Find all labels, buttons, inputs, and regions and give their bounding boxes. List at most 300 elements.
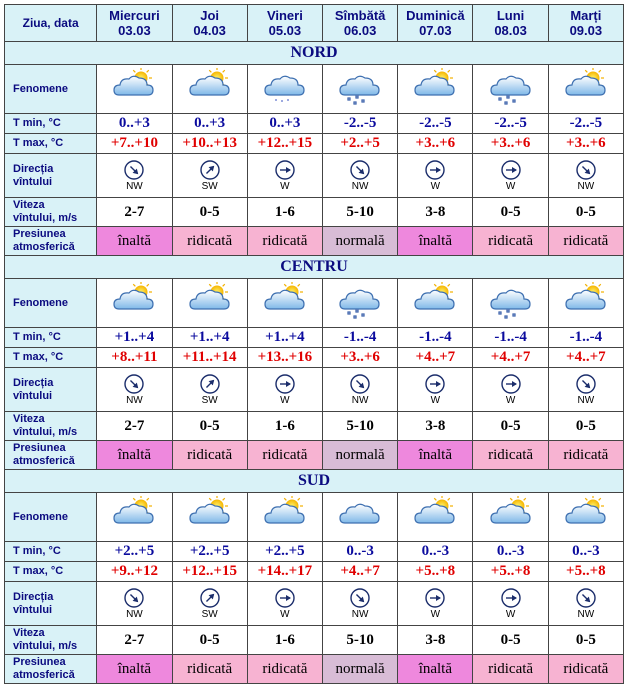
wind-speed-value: 2-7 xyxy=(97,412,172,441)
wind-speed-label-text: Viteza xyxy=(13,413,45,425)
region-header-row xyxy=(5,42,624,65)
wind-direction xyxy=(173,374,247,406)
wind-direction-row xyxy=(5,582,624,626)
wind-direction xyxy=(97,588,171,620)
snow-cloud-icon xyxy=(488,282,534,320)
pressure-value: ridicată xyxy=(247,227,322,256)
weather-cell xyxy=(247,493,322,542)
partly-cloudy-icon xyxy=(412,68,458,106)
tmin-value: -1..-4 xyxy=(398,328,473,348)
wind-direction xyxy=(248,374,322,406)
wind-direction-icon xyxy=(425,160,445,180)
wind-direction-icon xyxy=(576,588,596,608)
wind-speed-label-text-2: vîntului, m/s xyxy=(13,426,78,438)
wind-direction-label-text-2: vîntului xyxy=(13,175,53,188)
wind-speed-value: 0-5 xyxy=(172,198,247,227)
wind-speed-value: 3-8 xyxy=(398,412,473,441)
pressure-label-text-2: atmosferică xyxy=(13,455,75,467)
wind-direction-text: SW xyxy=(201,608,218,620)
wind-direction-cell xyxy=(473,154,548,198)
day-date: 08.03 xyxy=(494,23,527,38)
wind-speed-label-text-2: vîntului, m/s xyxy=(13,212,78,224)
header-row xyxy=(5,5,624,42)
pressure-value: înaltă xyxy=(398,227,473,256)
pressure-value: înaltă xyxy=(398,441,473,470)
tmax-value: +8..+11 xyxy=(97,348,172,368)
day-name: Duminică xyxy=(406,8,465,23)
tmax-label-text: T max, °C xyxy=(13,137,64,149)
pressure-row xyxy=(5,441,624,470)
tmin-value: -2..-5 xyxy=(548,114,623,134)
tmax-value: +5..+8 xyxy=(473,562,548,582)
day-header-1 xyxy=(172,5,247,42)
day-header-4 xyxy=(398,5,473,42)
pressure-value: normală xyxy=(323,441,398,470)
wind-direction-label-text-2: vîntului xyxy=(13,389,53,402)
tmin-value: -1..-4 xyxy=(473,328,548,348)
tmax-value: +4..+7 xyxy=(398,348,473,368)
wind-direction-icon xyxy=(425,588,445,608)
wind-direction xyxy=(398,588,472,620)
wind-direction-icon xyxy=(350,588,370,608)
weather-cell xyxy=(398,65,473,114)
partly-cloudy-icon xyxy=(187,68,233,106)
pressure-value: ridicată xyxy=(548,655,623,684)
tmax-label xyxy=(5,134,97,154)
weather-cell xyxy=(97,493,172,542)
cloudy-icon xyxy=(337,496,383,534)
weather-cell xyxy=(398,279,473,328)
wind-speed-value: 1-6 xyxy=(247,626,322,655)
wind-direction-text: W xyxy=(505,180,516,192)
fenomene-label xyxy=(5,493,97,542)
fenomene-label-text: Fenomene xyxy=(13,82,69,95)
tmax-value: +4..+7 xyxy=(548,348,623,368)
pressure-label-text: Presiunea xyxy=(13,442,66,454)
rain-cloud-icon xyxy=(262,68,308,106)
fenomene-row xyxy=(5,65,624,114)
day-name: Vineri xyxy=(266,8,303,23)
pressure-label-text: Presiunea xyxy=(13,228,66,240)
wind-speed-value: 0-5 xyxy=(548,198,623,227)
pressure-value: înaltă xyxy=(97,441,172,470)
wind-direction-text: W xyxy=(505,394,516,406)
wind-direction-cell xyxy=(97,368,172,412)
tmax-value: +5..+8 xyxy=(398,562,473,582)
day-date: 03.03 xyxy=(118,23,151,38)
tmin-value: +1..+4 xyxy=(172,328,247,348)
wind-speed-label xyxy=(5,198,97,227)
tmax-label-text: T max, °C xyxy=(13,565,64,577)
wind-speed-label-text: Viteza xyxy=(13,627,45,639)
tmax-row xyxy=(5,562,624,582)
wind-direction-label xyxy=(5,368,97,412)
wind-direction-cell xyxy=(97,154,172,198)
day-date: 09.03 xyxy=(569,23,603,38)
wind-direction-icon xyxy=(275,374,295,394)
tmin-label-text: T min, °C xyxy=(13,117,61,129)
wind-direction-text: NW xyxy=(126,394,143,406)
tmax-value: +3..+6 xyxy=(548,134,623,154)
pressure-value: ridicată xyxy=(548,441,623,470)
wind-direction-label-text: Direcția xyxy=(13,590,54,603)
tmin-value: 0..+3 xyxy=(247,114,322,134)
wind-speed-value: 3-8 xyxy=(398,626,473,655)
tmin-value: +1..+4 xyxy=(97,328,172,348)
wind-direction-icon xyxy=(275,588,295,608)
wind-direction xyxy=(473,374,547,406)
wind-direction-cell xyxy=(398,368,473,412)
tmin-value: -1..-4 xyxy=(548,328,623,348)
wind-direction-cell xyxy=(473,368,548,412)
partly-cloudy-icon xyxy=(187,282,233,320)
weather-cell xyxy=(172,65,247,114)
tmax-value: +12..+15 xyxy=(247,134,322,154)
tmin-label xyxy=(5,328,97,348)
wind-direction-text: NW xyxy=(351,608,369,620)
wind-direction-text: W xyxy=(430,608,441,620)
tmax-value: +4..+7 xyxy=(473,348,548,368)
weather-cell xyxy=(323,493,398,542)
pressure-label xyxy=(5,227,97,256)
day-name: Miercuri xyxy=(109,8,160,23)
weather-cell xyxy=(172,493,247,542)
wind-direction xyxy=(398,374,472,406)
partly-cloudy-icon xyxy=(563,496,609,534)
region-header-row xyxy=(5,256,624,279)
tmax-value: +10..+13 xyxy=(172,134,247,154)
weather-cell xyxy=(473,279,548,328)
day-header-3 xyxy=(323,5,398,42)
tmax-label-text: T max, °C xyxy=(13,351,64,363)
tmax-value: +5..+8 xyxy=(548,562,623,582)
fenomene-row xyxy=(5,493,624,542)
pressure-value: ridicată xyxy=(473,227,548,256)
partly-cloudy-icon xyxy=(262,282,308,320)
day-header-5 xyxy=(473,5,548,42)
wind-speed-value: 1-6 xyxy=(247,198,322,227)
partly-cloudy-icon xyxy=(563,68,609,106)
wind-direction-icon xyxy=(350,160,370,180)
wind-direction-label-text-2: vîntului xyxy=(13,603,53,616)
tmax-value: +9..+12 xyxy=(97,562,172,582)
forecast-container xyxy=(4,4,624,684)
wind-direction-icon xyxy=(124,160,144,180)
weather-cell xyxy=(97,65,172,114)
pressure-value: ridicată xyxy=(473,441,548,470)
wind-direction-text: W xyxy=(430,180,441,192)
wind-direction-cell xyxy=(323,154,398,198)
weather-cell xyxy=(323,65,398,114)
wind-direction xyxy=(323,588,397,620)
pressure-value: înaltă xyxy=(97,227,172,256)
tmax-row xyxy=(5,134,624,154)
wind-direction-icon xyxy=(124,374,144,394)
wind-direction-text: W xyxy=(430,394,441,406)
partly-cloudy-icon xyxy=(111,496,157,534)
tmax-value: +3..+6 xyxy=(398,134,473,154)
wind-speed-value: 0-5 xyxy=(548,626,623,655)
region-title: CENTRU xyxy=(5,256,624,279)
wind-direction-text: NW xyxy=(577,608,595,620)
wind-direction xyxy=(473,160,547,192)
wind-direction-cell xyxy=(323,582,398,626)
wind-speed-value: 2-7 xyxy=(97,198,172,227)
wind-direction-text: NW xyxy=(351,180,369,192)
wind-direction xyxy=(248,160,322,192)
wind-direction xyxy=(173,160,247,192)
wind-direction-icon xyxy=(501,374,521,394)
weather-cell xyxy=(323,279,398,328)
wind-direction xyxy=(97,160,171,192)
wind-direction xyxy=(248,588,322,620)
pressure-value: normală xyxy=(323,227,398,256)
wind-direction-icon xyxy=(275,160,295,180)
pressure-row xyxy=(5,227,624,256)
wind-direction-cell xyxy=(398,154,473,198)
tmin-value: 0..-3 xyxy=(548,542,623,562)
tmax-value: +3..+6 xyxy=(323,348,398,368)
wind-direction-icon xyxy=(501,160,521,180)
wind-direction-label-text: Direcția xyxy=(13,162,54,175)
tmax-value: +4..+7 xyxy=(323,562,398,582)
partly-cloudy-icon xyxy=(262,496,308,534)
wind-speed-label-text: Viteza xyxy=(13,199,45,211)
wind-speed-value: 1-6 xyxy=(247,412,322,441)
tmin-value: 0..-3 xyxy=(398,542,473,562)
partly-cloudy-icon xyxy=(412,282,458,320)
weather-cell xyxy=(398,493,473,542)
day-date: 06.03 xyxy=(343,23,377,38)
wind-direction-cell xyxy=(548,368,623,412)
wind-direction-row xyxy=(5,368,624,412)
partly-cloudy-icon xyxy=(111,282,157,320)
header-first-cell: Ziua, data xyxy=(5,5,97,42)
fenomene-label-text: Fenomene xyxy=(13,510,69,523)
wind-direction-text: W xyxy=(280,608,290,620)
partly-cloudy-icon xyxy=(187,496,233,534)
wind-speed-value: 0-5 xyxy=(548,412,623,441)
partly-cloudy-icon xyxy=(111,68,157,106)
wind-speed-row xyxy=(5,412,624,441)
weather-cell xyxy=(473,65,548,114)
snow-cloud-icon xyxy=(337,68,383,106)
wind-direction-label xyxy=(5,582,97,626)
tmax-value: +13..+16 xyxy=(247,348,322,368)
weather-cell xyxy=(548,279,623,328)
tmin-value: -2..-5 xyxy=(398,114,473,134)
wind-direction-cell xyxy=(548,582,623,626)
day-name: Joi xyxy=(200,8,220,23)
wind-speed-value: 0-5 xyxy=(172,412,247,441)
pressure-label-text-2: atmosferică xyxy=(13,241,75,253)
wind-speed-value: 0-5 xyxy=(473,626,548,655)
wind-direction xyxy=(323,374,397,406)
region-header-row xyxy=(5,470,624,493)
wind-direction-text: W xyxy=(280,180,290,192)
wind-direction-cell xyxy=(247,368,322,412)
wind-direction-cell xyxy=(247,582,322,626)
tmin-label xyxy=(5,542,97,562)
wind-direction-cell xyxy=(172,368,247,412)
tmax-value: +3..+6 xyxy=(473,134,548,154)
wind-direction-cell xyxy=(247,154,322,198)
tmax-value: +7..+10 xyxy=(97,134,172,154)
forecast-table-body xyxy=(5,5,624,684)
wind-direction-text: W xyxy=(280,394,290,406)
wind-direction xyxy=(549,374,623,406)
partly-cloudy-icon xyxy=(563,282,609,320)
tmin-row xyxy=(5,542,624,562)
wind-direction xyxy=(97,374,171,406)
wind-speed-row xyxy=(5,198,624,227)
pressure-value: ridicată xyxy=(172,655,247,684)
day-header-6 xyxy=(548,5,623,42)
fenomene-label xyxy=(5,65,97,114)
wind-direction-icon xyxy=(576,374,596,394)
tmin-row xyxy=(5,114,624,134)
wind-speed-value: 0-5 xyxy=(172,626,247,655)
wind-direction xyxy=(549,160,623,192)
wind-speed-label-text-2: vîntului, m/s xyxy=(13,640,78,652)
pressure-value: ridicată xyxy=(172,441,247,470)
wind-direction-cell xyxy=(398,582,473,626)
wind-direction xyxy=(323,160,397,192)
wind-direction-cell xyxy=(548,154,623,198)
wind-direction-text: NW xyxy=(351,394,369,406)
wind-direction-text: NW xyxy=(577,394,595,406)
wind-direction-cell xyxy=(323,368,398,412)
weather-cell xyxy=(97,279,172,328)
day-date: 05.03 xyxy=(268,23,302,38)
tmin-value: +2..+5 xyxy=(97,542,172,562)
pressure-value: înaltă xyxy=(97,655,172,684)
tmin-value: 0..+3 xyxy=(172,114,247,134)
pressure-label-text-2: atmosferică xyxy=(13,669,75,681)
day-name: Sîmbătă xyxy=(334,8,386,23)
day-name: Marți xyxy=(570,8,602,23)
wind-speed-value: 0-5 xyxy=(473,412,548,441)
partly-cloudy-icon xyxy=(488,496,534,534)
tmin-value: 0..-3 xyxy=(323,542,398,562)
tmin-value: 0..+3 xyxy=(97,114,172,134)
wind-direction-text: SW xyxy=(201,394,218,406)
wind-direction-cell xyxy=(172,582,247,626)
wind-direction-cell xyxy=(97,582,172,626)
forecast-table xyxy=(4,4,624,684)
region-title: NORD xyxy=(5,42,624,65)
tmin-value: +2..+5 xyxy=(247,542,322,562)
wind-direction-icon xyxy=(124,588,144,608)
fenomene-row xyxy=(5,279,624,328)
tmax-row xyxy=(5,348,624,368)
fenomene-label-text: Fenomene xyxy=(13,296,69,309)
pressure-value: ridicată xyxy=(247,441,322,470)
day-header-0 xyxy=(97,5,172,42)
tmin-value: +2..+5 xyxy=(172,542,247,562)
snow-cloud-icon xyxy=(488,68,534,106)
wind-speed-value: 0-5 xyxy=(473,198,548,227)
wind-speed-label xyxy=(5,626,97,655)
tmin-label xyxy=(5,114,97,134)
wind-direction-text: NW xyxy=(126,180,143,192)
tmin-value: -2..-5 xyxy=(323,114,398,134)
day-name: Luni xyxy=(496,8,525,23)
wind-speed-value: 5-10 xyxy=(323,412,398,441)
wind-direction xyxy=(473,588,547,620)
fenomene-label xyxy=(5,279,97,328)
wind-direction xyxy=(398,160,472,192)
weather-cell xyxy=(548,65,623,114)
day-date: 07.03 xyxy=(419,23,452,38)
pressure-value: ridicată xyxy=(473,655,548,684)
wind-direction-text: NW xyxy=(126,608,143,620)
pressure-label-text: Presiunea xyxy=(13,656,66,668)
wind-direction-icon xyxy=(200,588,220,608)
pressure-value: înaltă xyxy=(398,655,473,684)
tmax-value: +11..+14 xyxy=(172,348,247,368)
wind-speed-value: 5-10 xyxy=(323,198,398,227)
weather-cell xyxy=(473,493,548,542)
wind-direction-icon xyxy=(501,588,521,608)
tmin-value: +1..+4 xyxy=(247,328,322,348)
wind-direction-cell xyxy=(473,582,548,626)
tmin-label-text: T min, °C xyxy=(13,331,61,343)
wind-direction-row xyxy=(5,154,624,198)
wind-direction xyxy=(173,588,247,620)
tmax-label xyxy=(5,562,97,582)
pressure-label xyxy=(5,441,97,470)
wind-direction-icon xyxy=(425,374,445,394)
wind-direction-icon xyxy=(200,160,220,180)
wind-direction-cell xyxy=(172,154,247,198)
pressure-row xyxy=(5,655,624,684)
wind-direction-icon xyxy=(576,160,596,180)
wind-direction-text: NW xyxy=(577,180,595,192)
wind-direction-icon xyxy=(200,374,220,394)
tmin-row xyxy=(5,328,624,348)
wind-direction-text: W xyxy=(505,608,516,620)
wind-direction xyxy=(549,588,623,620)
day-date: 04.03 xyxy=(193,23,226,38)
weather-cell xyxy=(247,279,322,328)
tmax-value: +12..+15 xyxy=(172,562,247,582)
tmax-value: +2..+5 xyxy=(323,134,398,154)
wind-direction-icon xyxy=(350,374,370,394)
wind-direction-label-text: Direcția xyxy=(13,376,54,389)
wind-speed-row xyxy=(5,626,624,655)
tmax-value: +14..+17 xyxy=(247,562,322,582)
wind-direction-text: SW xyxy=(201,180,218,192)
pressure-value: ridicată xyxy=(172,227,247,256)
tmin-value: 0..-3 xyxy=(473,542,548,562)
tmin-value: -2..-5 xyxy=(473,114,548,134)
wind-direction-label xyxy=(5,154,97,198)
day-header-2 xyxy=(247,5,322,42)
tmin-value: -1..-4 xyxy=(323,328,398,348)
pressure-label xyxy=(5,655,97,684)
partly-cloudy-icon xyxy=(412,496,458,534)
weather-cell xyxy=(548,493,623,542)
wind-speed-value: 3-8 xyxy=(398,198,473,227)
weather-cell xyxy=(172,279,247,328)
wind-speed-label xyxy=(5,412,97,441)
wind-speed-value: 2-7 xyxy=(97,626,172,655)
snow-cloud-icon xyxy=(337,282,383,320)
pressure-value: ridicată xyxy=(548,227,623,256)
tmin-label-text: T min, °C xyxy=(13,545,61,557)
tmax-label xyxy=(5,348,97,368)
